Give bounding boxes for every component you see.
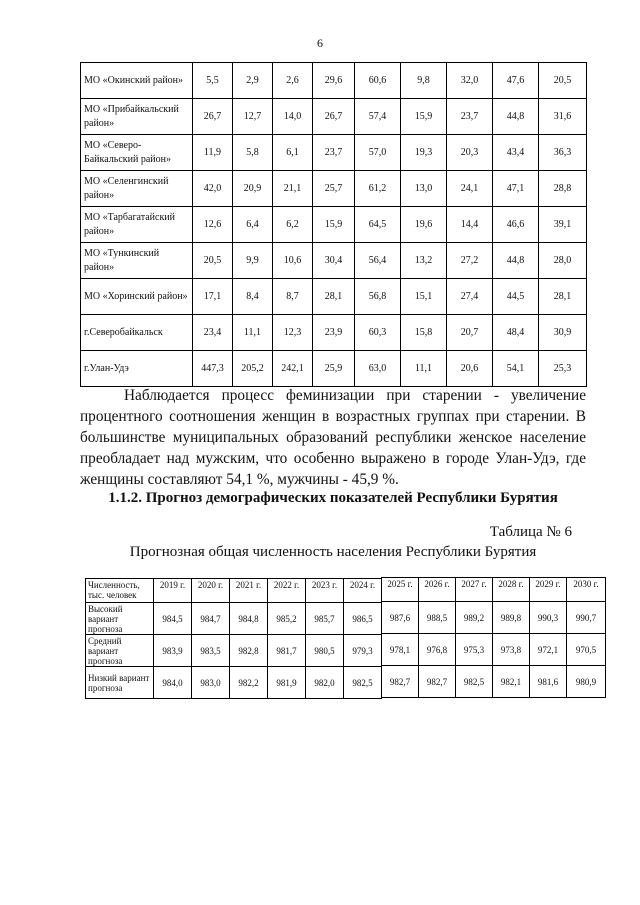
value-cell: 205,2	[233, 351, 273, 387]
body-paragraph: Наблюдается процесс феминизации при старении - увеличение процентного соотношения женщин в возрастных группах при старении. В большинстве муниципальных образований республики женское население преобладает над мужским, что особенно выражено в городе Улан-Удэ, где женщины составляют 54,1 %, мужчины - 45,9 %.	[80, 387, 586, 488]
value-cell: 30,4	[313, 243, 355, 279]
year-header-cell: 2022 г.	[268, 579, 306, 603]
district-population-table	[80, 62, 587, 387]
year-header-cell: 2026 г.	[419, 578, 456, 602]
value-cell: 28,1	[539, 279, 587, 315]
value-cell: 23,9	[313, 315, 355, 351]
forecast-value-cell: 985,2	[268, 603, 306, 635]
forecast-row	[86, 635, 382, 667]
value-cell: 2,6	[273, 63, 313, 99]
forecast-value-cell: 984,0	[154, 667, 192, 699]
forecast-header-row	[86, 579, 382, 603]
value-cell: 19,3	[401, 135, 447, 171]
value-cell: 12,6	[193, 207, 233, 243]
page-number: 6	[317, 36, 323, 50]
forecast-value-cell: 989,8	[493, 602, 530, 634]
forecast-value-cell: 982,8	[230, 635, 268, 667]
forecast-value-cell: 982,2	[230, 667, 268, 699]
forecast-header-row	[382, 578, 606, 602]
value-cell: 26,7	[313, 99, 355, 135]
value-cell: 20,7	[447, 315, 493, 351]
forecast-value-cell: 979,3	[344, 635, 382, 667]
value-cell: 20,6	[447, 351, 493, 387]
district-name-cell: МО «Тункинский район»	[81, 243, 193, 279]
forecast-value-cell: 982,0	[306, 667, 344, 699]
table-row	[81, 99, 587, 135]
value-cell: 12,7	[233, 99, 273, 135]
value-cell: 20,5	[539, 63, 587, 99]
value-cell: 30,9	[539, 315, 587, 351]
value-cell: 44,8	[493, 243, 539, 279]
value-cell: 5,8	[233, 135, 273, 171]
district-name-cell: МО «Северо-Байкальский район»	[81, 135, 193, 171]
year-header-cell: 2029 г.	[530, 578, 567, 602]
forecast-row	[86, 603, 382, 635]
value-cell: 25,7	[313, 171, 355, 207]
forecast-value-cell: 990,3	[530, 602, 567, 634]
forecast-value-cell: 984,8	[230, 603, 268, 635]
value-cell: 60,3	[355, 315, 401, 351]
value-cell: 6,4	[233, 207, 273, 243]
value-cell: 12,3	[273, 315, 313, 351]
value-cell: 31,6	[539, 99, 587, 135]
value-cell: 48,4	[493, 315, 539, 351]
year-header-cell: 2025 г.	[382, 578, 419, 602]
value-cell: 46,6	[493, 207, 539, 243]
district-name-cell: г.Северобайкальск	[81, 315, 193, 351]
table-row	[81, 63, 587, 99]
forecast-value-cell: 980,5	[306, 635, 344, 667]
forecast-value-cell: 985,7	[306, 603, 344, 635]
value-cell: 28,0	[539, 243, 587, 279]
value-cell: 9,8	[401, 63, 447, 99]
value-cell: 20,5	[193, 243, 233, 279]
value-cell: 24,1	[447, 171, 493, 207]
value-cell: 23,7	[313, 135, 355, 171]
forecast-value-cell: 988,5	[419, 602, 456, 634]
forecast-value-cell: 983,0	[192, 667, 230, 699]
value-cell: 42,0	[193, 171, 233, 207]
year-header-cell: 2021 г.	[230, 579, 268, 603]
forecast-variant-label: Низкий вариант прогноза	[86, 667, 154, 699]
forecast-variant-label: Средний вариант прогноза	[86, 635, 154, 667]
value-cell: 21,1	[273, 171, 313, 207]
table-row	[81, 351, 587, 387]
value-cell: 23,7	[447, 99, 493, 135]
forecast-value-cell: 981,7	[268, 635, 306, 667]
forecast-value-cell: 987,6	[382, 602, 419, 634]
value-cell: 2,9	[233, 63, 273, 99]
value-cell: 25,3	[539, 351, 587, 387]
value-cell: 447,3	[193, 351, 233, 387]
value-cell: 44,8	[493, 99, 539, 135]
value-cell: 6,1	[273, 135, 313, 171]
value-cell: 44,5	[493, 279, 539, 315]
value-cell: 15,9	[313, 207, 355, 243]
forecast-row	[382, 666, 606, 698]
forecast-table-right	[381, 577, 606, 698]
value-cell: 39,1	[539, 207, 587, 243]
forecast-value-cell: 984,5	[154, 603, 192, 635]
value-cell: 27,2	[447, 243, 493, 279]
forecast-value-cell: 981,9	[268, 667, 306, 699]
value-cell: 29,6	[313, 63, 355, 99]
table-row	[81, 171, 587, 207]
year-header-cell: 2020 г.	[192, 579, 230, 603]
forecast-table-left	[85, 578, 382, 699]
forecast-row	[382, 634, 606, 666]
table-row	[81, 315, 587, 351]
value-cell: 14,0	[273, 99, 313, 135]
forecast-value-cell: 982,5	[344, 667, 382, 699]
value-cell: 27,4	[447, 279, 493, 315]
value-cell: 13,2	[401, 243, 447, 279]
value-cell: 54,1	[493, 351, 539, 387]
district-name-cell: МО «Окинский район»	[81, 63, 193, 99]
district-name-cell: МО «Селенгинский район»	[81, 171, 193, 207]
forecast-value-cell: 975,3	[456, 634, 493, 666]
value-cell: 57,4	[355, 99, 401, 135]
value-cell: 28,1	[313, 279, 355, 315]
district-name-cell: МО «Прибайкальский район»	[81, 99, 193, 135]
value-cell: 56,4	[355, 243, 401, 279]
forecast-value-cell: 982,7	[382, 666, 419, 698]
value-cell: 36,3	[539, 135, 587, 171]
table-row	[81, 207, 587, 243]
value-cell: 11,1	[401, 351, 447, 387]
value-cell: 61,2	[355, 171, 401, 207]
value-cell: 10,6	[273, 243, 313, 279]
forecast-value-cell: 989,2	[456, 602, 493, 634]
value-cell: 47,6	[493, 63, 539, 99]
value-cell: 64,5	[355, 207, 401, 243]
value-cell: 15,9	[401, 99, 447, 135]
forecast-header-label: Численность, тыс. человек	[86, 579, 154, 603]
value-cell: 25,9	[313, 351, 355, 387]
forecast-value-cell: 970,5	[567, 634, 606, 666]
forecast-value-cell: 976,8	[419, 634, 456, 666]
district-name-cell: МО «Тарбагатайский район»	[81, 207, 193, 243]
table-row	[81, 279, 587, 315]
value-cell: 9,9	[233, 243, 273, 279]
forecast-value-cell: 982,1	[493, 666, 530, 698]
forecast-value-cell: 972,1	[530, 634, 567, 666]
value-cell: 20,3	[447, 135, 493, 171]
forecast-variant-label: Высокий вариант прогноза	[86, 603, 154, 635]
forecast-value-cell: 973,8	[493, 634, 530, 666]
value-cell: 32,0	[447, 63, 493, 99]
forecast-value-cell: 980,9	[567, 666, 606, 698]
value-cell: 11,9	[193, 135, 233, 171]
forecast-value-cell: 978,1	[382, 634, 419, 666]
forecast-value-cell: 986,5	[344, 603, 382, 635]
value-cell: 63,0	[355, 351, 401, 387]
forecast-row	[86, 667, 382, 699]
forecast-value-cell: 982,5	[456, 666, 493, 698]
value-cell: 23,4	[193, 315, 233, 351]
district-name-cell: МО «Хоринский район»	[81, 279, 193, 315]
section-heading: 1.1.2. Прогноз демографических показателей Республики Бурятия	[108, 490, 558, 506]
value-cell: 6,2	[273, 207, 313, 243]
value-cell: 56,8	[355, 279, 401, 315]
value-cell: 26,7	[193, 99, 233, 135]
value-cell: 17,1	[193, 279, 233, 315]
year-header-cell: 2024 г.	[344, 579, 382, 603]
value-cell: 15,1	[401, 279, 447, 315]
year-header-cell: 2023 г.	[306, 579, 344, 603]
value-cell: 8,7	[273, 279, 313, 315]
value-cell: 60,6	[355, 63, 401, 99]
year-header-cell: 2030 г.	[567, 578, 606, 602]
forecast-value-cell: 983,9	[154, 635, 192, 667]
forecast-value-cell: 990,7	[567, 602, 606, 634]
forecast-value-cell: 982,7	[419, 666, 456, 698]
value-cell: 20,9	[233, 171, 273, 207]
value-cell: 13,0	[401, 171, 447, 207]
table-row	[81, 135, 587, 171]
table-caption: Прогнозная общая численность населения Республики Бурятия	[129, 544, 537, 560]
year-header-cell: 2027 г.	[456, 578, 493, 602]
forecast-value-cell: 981,6	[530, 666, 567, 698]
forecast-row	[382, 602, 606, 634]
forecast-value-cell: 983,5	[192, 635, 230, 667]
value-cell: 14,4	[447, 207, 493, 243]
table-row	[81, 243, 587, 279]
value-cell: 43,4	[493, 135, 539, 171]
year-header-cell: 2028 г.	[493, 578, 530, 602]
value-cell: 15,8	[401, 315, 447, 351]
year-header-cell: 2019 г.	[154, 579, 192, 603]
value-cell: 19,6	[401, 207, 447, 243]
value-cell: 57,0	[355, 135, 401, 171]
table-label: Таблица № 6	[489, 524, 572, 540]
value-cell: 11,1	[233, 315, 273, 351]
forecast-value-cell: 984,7	[192, 603, 230, 635]
value-cell: 5,5	[193, 63, 233, 99]
value-cell: 28,8	[539, 171, 587, 207]
district-name-cell: г.Улан-Удэ	[81, 351, 193, 387]
value-cell: 8,4	[233, 279, 273, 315]
value-cell: 242,1	[273, 351, 313, 387]
value-cell: 47,1	[493, 171, 539, 207]
